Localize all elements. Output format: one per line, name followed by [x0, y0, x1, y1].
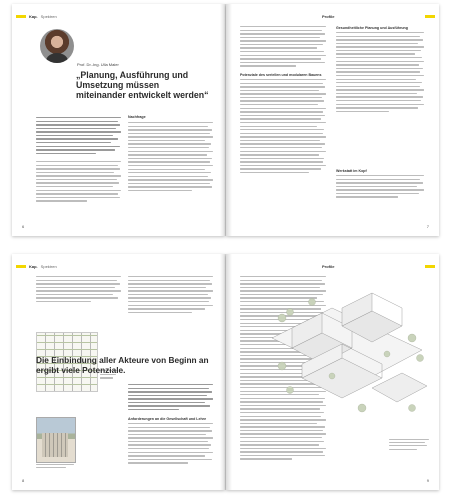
section-subhead: Gesundheitliche Planung und Ausführung: [336, 26, 408, 30]
magazine-spread-top: [12, 4, 439, 236]
header-section: Spektren: [40, 14, 57, 19]
header-brand: Kap.: [29, 264, 38, 269]
page-number: 7: [426, 224, 429, 229]
isometric-site-drawing: [262, 278, 432, 430]
page-right-top: [226, 4, 439, 236]
body-column-2: [128, 122, 213, 194]
page-number: 8: [22, 478, 25, 483]
accent-bar: [425, 15, 435, 18]
accent-bar: [16, 15, 26, 18]
intro-text: [36, 117, 121, 156]
body-column-4: [128, 423, 213, 466]
body-column-1: [36, 276, 121, 305]
section-subhead: Nachfrage: [128, 115, 146, 119]
section-subhead: Anforderungen an die Gesellschaft und Lehre: [128, 417, 207, 421]
running-header: [322, 264, 337, 269]
body-column-3b: [240, 79, 326, 176]
header-section: Spektren: [40, 264, 57, 269]
header-brand: Kap.: [29, 14, 38, 19]
pull-quote-headline: Die Einbindung aller Akteure von Beginn an ergibt viele Potenziale.: [36, 355, 209, 375]
header-brand: Profile: [322, 14, 335, 19]
running-header: [29, 14, 57, 19]
author-name: Prof. Dr.-Ing. Ulla Maier: [77, 62, 119, 67]
page-number: 9: [426, 478, 429, 483]
gutter-shadow: [220, 254, 232, 490]
body-column-3: [240, 26, 326, 69]
section-subhead: Potenziale des seriellen und modularen Bauens: [240, 73, 322, 77]
gutter-shadow: [220, 4, 232, 236]
body-column-4: [336, 32, 424, 114]
running-header: [322, 14, 337, 19]
body-column-3: [128, 384, 213, 413]
running-header: [29, 264, 57, 269]
section-subhead: Werkstatt im Kopf: [336, 169, 367, 173]
body-column-2: [128, 276, 213, 315]
accent-bar: [425, 265, 435, 268]
accent-bar: [16, 265, 26, 268]
page-left-bottom: [12, 254, 225, 490]
photo-caption: [36, 464, 74, 470]
header-brand: Profile: [322, 264, 335, 269]
magazine-spread-bottom: [12, 254, 439, 490]
article-headline: „Planung, Ausführung und Umsetzung müssen miteinander entwickelt werden“: [76, 70, 209, 100]
drawing-caption: [389, 439, 429, 452]
building-photo: [36, 417, 76, 463]
author-portrait: [40, 29, 74, 63]
page-left-top: [12, 4, 225, 236]
page-number: 6: [22, 224, 25, 229]
body-column-4b: [336, 175, 424, 200]
body-column-1: [36, 161, 121, 204]
